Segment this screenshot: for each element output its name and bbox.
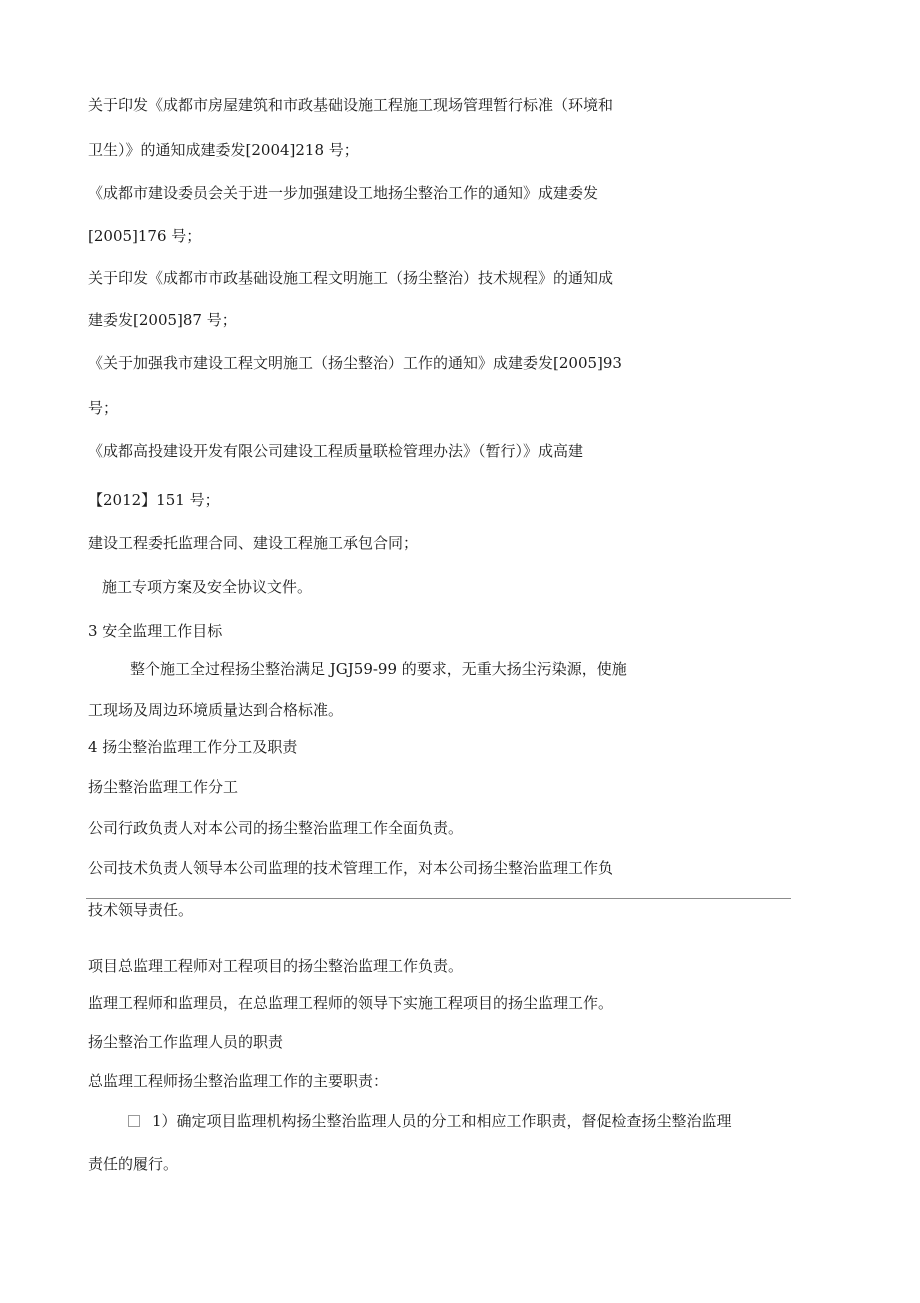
text-line-14: 整个施工全过程扬尘整治满足 JGJ59-99 的要求，无重大扬尘污染源，使施: [130, 660, 627, 678]
text-line-5: 关于印发《成都市市政基础设施工程文明施工（扬尘整治）技术规程》的通知成: [88, 269, 614, 287]
text-line-19: 公司技术负责人领导本公司监理的技术管理工作，对本公司扬尘整治监理工作负: [88, 859, 614, 877]
text-line-21: 项目总监理工程师对工程项目的扬尘整治监理工作负责。: [88, 957, 464, 975]
text-line-4: [2005]176 号；: [88, 227, 202, 245]
text-line-26: 责任的履行。: [88, 1155, 179, 1173]
section-heading-4: 4 扬尘整治监理工作分工及职责: [88, 738, 298, 756]
text-line-11: 建设工程委托监理合同、建设工程施工承包合同；: [88, 534, 419, 552]
page-divider: [86, 898, 791, 899]
text-line-10: 【2012】151 号；: [88, 491, 220, 509]
list-item-1-text: 1）确定项目监理机构扬尘整治监理人员的分工和相应工作职责，督促检查扬尘整治监理: [152, 1112, 732, 1130]
text-line-2: 卫生）》的通知成建委发[2004]218 号；: [88, 141, 359, 159]
text-line-8: 号；: [88, 399, 119, 417]
text-line-25: [128, 1111, 732, 1131]
text-line-1: 关于印发《成都市房屋建筑和市政基础设施工程施工现场管理暂行标准（环境和: [88, 96, 614, 114]
text-line-3: 《成都市建设委员会关于进一步加强建设工地扬尘整治工作的通知》成建委发: [88, 184, 599, 202]
text-line-12: 施工专项方案及安全协议文件。: [102, 578, 313, 596]
text-line-23: 扬尘整治工作监理人员的职责: [88, 1033, 284, 1051]
text-line-7: 《关于加强我市建设工程文明施工（扬尘整治）工作的通知》成建委发[2005]93: [88, 354, 622, 372]
text-line-20: 技术领导责任。: [88, 901, 194, 919]
section-heading-3: 3 安全监理工作目标: [88, 622, 223, 640]
text-line-18: 公司行政负责人对本公司的扬尘整治监理工作全面负责。: [88, 819, 464, 837]
checkbox-icon: [128, 1115, 140, 1127]
text-line-6: 建委发[2005]87 号；: [88, 311, 237, 329]
text-line-17: 扬尘整治监理工作分工: [88, 778, 239, 796]
text-line-22: 监理工程师和监理员，在总监理工程师的领导下实施工程项目的扬尘监理工作。: [88, 994, 614, 1012]
text-line-24: 总监理工程师扬尘整治监理工作的主要职责：: [88, 1072, 389, 1090]
text-line-15: 工现场及周边环境质量达到合格标准。: [88, 701, 344, 719]
text-line-9: 《成都高投建设开发有限公司建设工程质量联检管理办法》（暂行）》成高建: [88, 442, 584, 460]
